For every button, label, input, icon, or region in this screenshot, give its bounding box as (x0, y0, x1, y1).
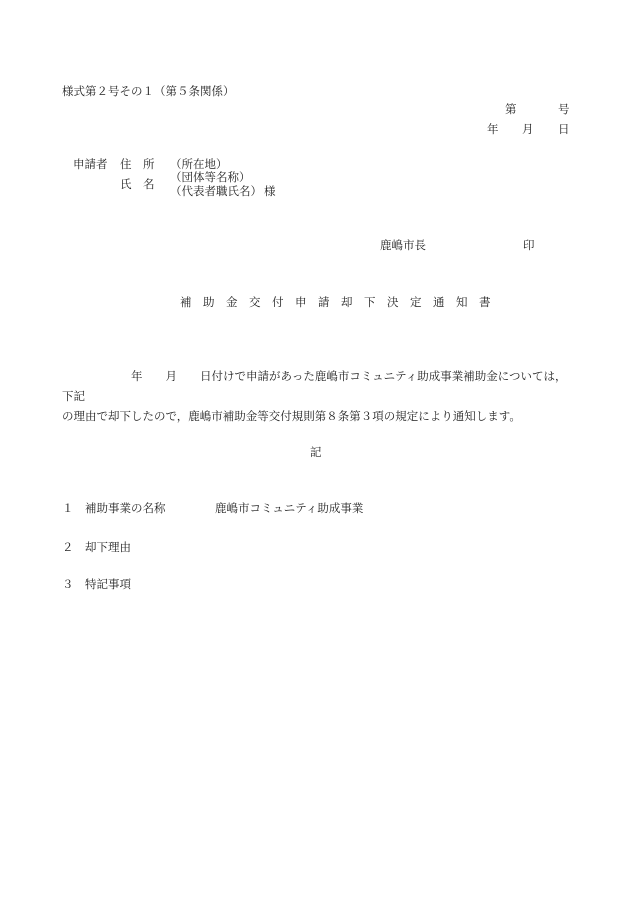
date-year: 年 (487, 122, 499, 136)
item-2-number: ２ (62, 540, 74, 554)
doc-number-prefix: 第 (505, 102, 517, 116)
seal-mark: 印 (523, 238, 535, 252)
date-day: 日 (558, 122, 570, 136)
document-title: 補 助 金 交 付 申 請 却 下 決 定 通 知 書 (180, 295, 491, 309)
form-label: 様式第２号その１（第５条関係） (62, 84, 235, 98)
address-label: 住 所 (120, 157, 155, 171)
ki-mark: 記 (310, 445, 322, 459)
item-1-number: １ (62, 501, 74, 515)
doc-number-suffix: 号 (558, 102, 570, 116)
applicant-label: 申請者 (73, 157, 108, 171)
date-month: 月 (522, 122, 534, 136)
org-name: （団体等名称） (170, 170, 251, 184)
address-value: （所在地） (170, 157, 228, 171)
item-3-label: 特記事項 (85, 577, 131, 591)
item-1-label: 補助事業の名称 (85, 501, 166, 515)
issuer-title: 鹿嶋市長 (380, 238, 426, 252)
body-line-2: の理由で却下したので，鹿嶋市補助金等交付規則第８条第３項の規定により通知します。 (62, 409, 521, 423)
body-paragraph (62, 366, 570, 426)
item-1-value: 鹿嶋市コミュニティ助成事業 (215, 501, 364, 515)
rep-name: （代表者職氏名） (170, 184, 262, 198)
name-label: 氏 名 (120, 177, 155, 191)
item-3-number: ３ (62, 577, 74, 591)
honorific: 様 (264, 184, 276, 198)
item-2-label: 却下理由 (85, 540, 131, 554)
body-line-1: 年 月 日付けで申請があった鹿嶋市コミュニティ助成事業補助金については，下記 (62, 369, 567, 403)
